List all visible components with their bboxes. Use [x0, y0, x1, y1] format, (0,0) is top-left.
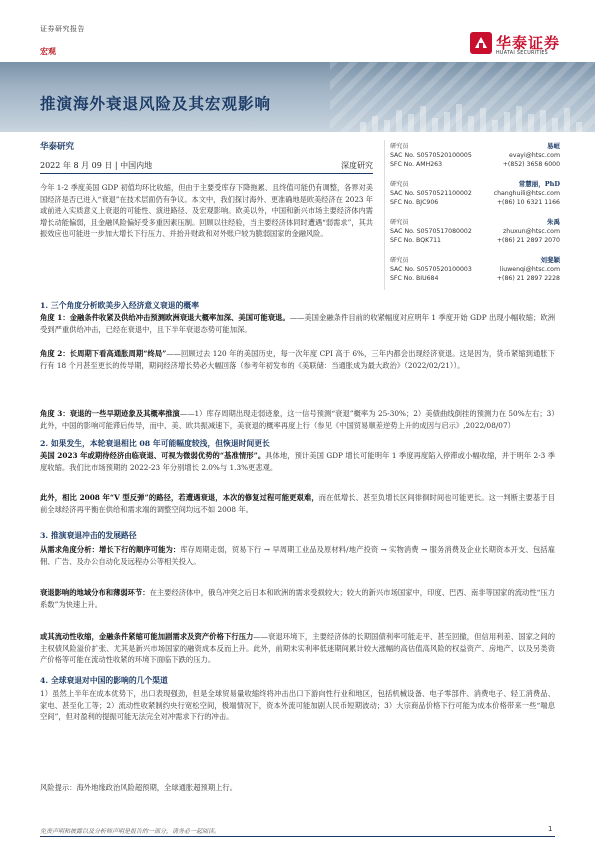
section-4-body: 1）虽然上半年在成本优势下，出口表现强劲，但是全球贸易量收缩终将冲击出口下游向性行业和地区，包括机械设备、电子零部件、消费电子、轻工消费品、家电、甚至化工等；2）流动性收紧制约央行宽松空间，极端情况下，资本外流可能加剧人民币短期波动；3）大宗商品价格下行可能为成本价格带来一些“喘息空间”，但对盈利的提振可能无法完全对冲需求下行的冲击。 [40, 689, 555, 722]
analyst-email[interactable]: zhuxun@htsc.com [503, 228, 560, 235]
brand-logo [470, 32, 570, 60]
section-1-angle-3: 角度 3：衰退的一些早期迹象及其概率推演——1）库存周期出现走弱迹象，这一信号预测“衰退”概率为 25-30%；2）美债曲线倒挂的预测力在 50%左右；3）此外，中国的影响可能滞后传导，而中、美、欧共振减速下，美衰退的概率再度上行（参见《中国贸易顺差逆势上升的成因与启示》,2022/08/07） [40, 409, 555, 430]
section-3-title: 3. 推演衰退冲击的发展路径 [40, 531, 137, 540]
report-title: 推演海外衰退风险及其宏观影响 [40, 94, 272, 113]
analyst-email[interactable]: liuwenqi@htsc.com [499, 266, 560, 273]
org-name: 华泰研究 [40, 142, 75, 152]
risk-warning: 风险提示：海外地缘政治风险超预期，全球通胀超预期上行。 [40, 783, 238, 792]
analyst-card: 研究员 朱禹 SAC No. S0570517080002 zhuxun@htsc.com SFC No. BQK711 +(86) 21 2897 2070 [390, 218, 560, 244]
column-divider [384, 140, 385, 290]
report-region: 中国内地 [120, 161, 153, 170]
page-number: 1 [548, 825, 553, 833]
logo-name: 华泰证券 [496, 34, 561, 52]
footer-disclaimer: 免责声明和披露以及分析师声明是报告的一部分，请务必一起阅读。 [40, 828, 221, 835]
section-tag: 宏观 [40, 46, 56, 56]
section-4-title: 4. 全球衰退对中国的影响的几个渠道 [40, 676, 168, 685]
section-1-angle-1: 角度 1：金融条件收紧及供给冲击预测欧洲衰退大概率加深、美国可能衰退。——美国金融条件目前的收紧幅度对应明年 1 季度开始 GDP 出现小幅收缩；欧洲受到严重供给冲击，已经在衰退中，且下半年衰退态势可能加深。 [40, 313, 555, 334]
huatai-logo-mark-icon [470, 32, 492, 54]
logo-english-name: HUATAI SECURITIES [496, 51, 549, 56]
analyst-name: 易峘 [547, 142, 560, 150]
section-2-para-2: 此外，相比 2008 年“V 型反弹”的路径，若遭遇衰退，本次的修复过程可能更艰难，而在低增长、甚至负增长区间徘徊时间也可能更长。这一判断主要基于目前全球经济再平衡在供给和需求端的调整空间均远不如 2008 年。 [40, 493, 555, 514]
analyst-name: 刘斐颖 [540, 256, 560, 264]
analyst-email[interactable]: evayi@htsc.com [509, 152, 560, 159]
date-line: 2022 年 8 月 09 日 | 中国内地 深度研究 [40, 161, 373, 170]
date-divider [40, 173, 373, 174]
doc-type-label: 证券研究报告 [40, 25, 85, 33]
report-type: 深度研究 [341, 161, 373, 170]
analyst-name: 朱禹 [547, 218, 560, 226]
analyst-card: 研究员 易峘 SAC No. S0570520100005 evayi@htsc.com SFC No. AMH263 +(852) 3658 6000 [390, 142, 560, 168]
report-date: 2022 年 8 月 09 日 [40, 161, 113, 170]
section-3-para-1: 从需求角度分析：增长下行的顺序可能为：库存周期走弱，贸易下行 → 早周期工业品及原材料/地产投资 → 实物消费 → 服务消费及企业长期资本开支、包括雇佣、广告、及办公自动化及远程办公等相关投入。 [40, 545, 556, 566]
section-3-para-2: 衰退影响的地域分布和薄弱环节：在主要经济体中，俄乌冲突之后日本和欧洲的需求受损较大；较大的新兴市场国家中，印度、巴西、南非等国家的流动性“压力系数”为快速上升。 [40, 588, 555, 609]
analyst-email[interactable]: changhuili@htsc.com [493, 190, 560, 197]
analyst-card: 研究员 刘斐颖 SAC No. S0570520100003 liuwenqi@htsc.com SFC No. BIU684 +(86) 21 2897 2228 [390, 256, 560, 282]
analyst-card: 研究员 常慧丽，PhD SAC No. S0570521100002 changhuili@htsc.com SFC No. BJC906 +(86) 10 6321 1166 [390, 180, 560, 206]
analyst-name: 常慧丽，PhD [518, 180, 560, 188]
section-2-title: 2. 如果发生，本轮衰退相比 08 年可能幅度较浅，但恢退时间更长 [40, 439, 270, 448]
banner-bars-decoration [360, 102, 590, 132]
summary-paragraph: 今年 1-2 季度美国 GDP 初值均环比收缩，但由于主要受库存下降拖累、且终值可能仍有调整，各界对美国经济是否已进入“衰退”在技术层面仍有争议。本文中，我们探讨海外、更准确地是欧美经济在 2023 年或前进入实质意义上衰退的可能性、演进路径、及宏观影响。欧美以外，中国和新兴市场主要经济体内需增长动能偏弱，且金融风险偏好受多重因素压制。回顾以往经验，当主要经济体同时遭遇“弱需求”，其共振效应也可能进一步加大增长下行压力、并抬升财政和对外账户较为脆弱国家的金融风险。 [40, 183, 373, 238]
section-2-para-1: 美国 2023 年或期待经济由临衰退、可视为微弱优势的“基准情形”。具体地，预计美国 GDP 增长可能明年 1 季度再度陷入停滞或小幅收缩，并于明年 2-3 季度收缩。我们比市场预期的 2022-23 年分别增长 2.0%与 1.3%更悲观。 [40, 451, 555, 472]
section-1-angle-2: 角度 2：长周期下看高通胀周期“终局”——回顾过去 120 年的美国历史，每一次年度 CPI 高于 6%，三年内都会出现经济衰退。这是因为，货币紧缩到通胀下行有 18 个月甚至更长的传导期，期间经济增长势必大幅回落（参考年初发布的《美联储：当通胀成为最大政治》（2022/02/21））。 [40, 349, 555, 370]
footer-divider [40, 836, 555, 837]
section-3-para-3: 或其流动性收缩，金融条件紧缩可能加剧需求及资产价格下行压力——衰退环境下，主要经济体的长期国债利率可能走平、甚至回撤，但信用利差、国家之间的主权债风险溢价扩张、尤其是新兴市场国家的融资成本反而上升。此外，前期未实利率低迷期间累计较大涨幅的高估值高风险的权益资产、房地产、以及另类资产价格等可能在流动性收紧的环境下面临下跌的压力。 [40, 632, 555, 665]
section-1-title: 1. 三个角度分析欧美步入经济意义衰退的概率 [40, 301, 199, 310]
